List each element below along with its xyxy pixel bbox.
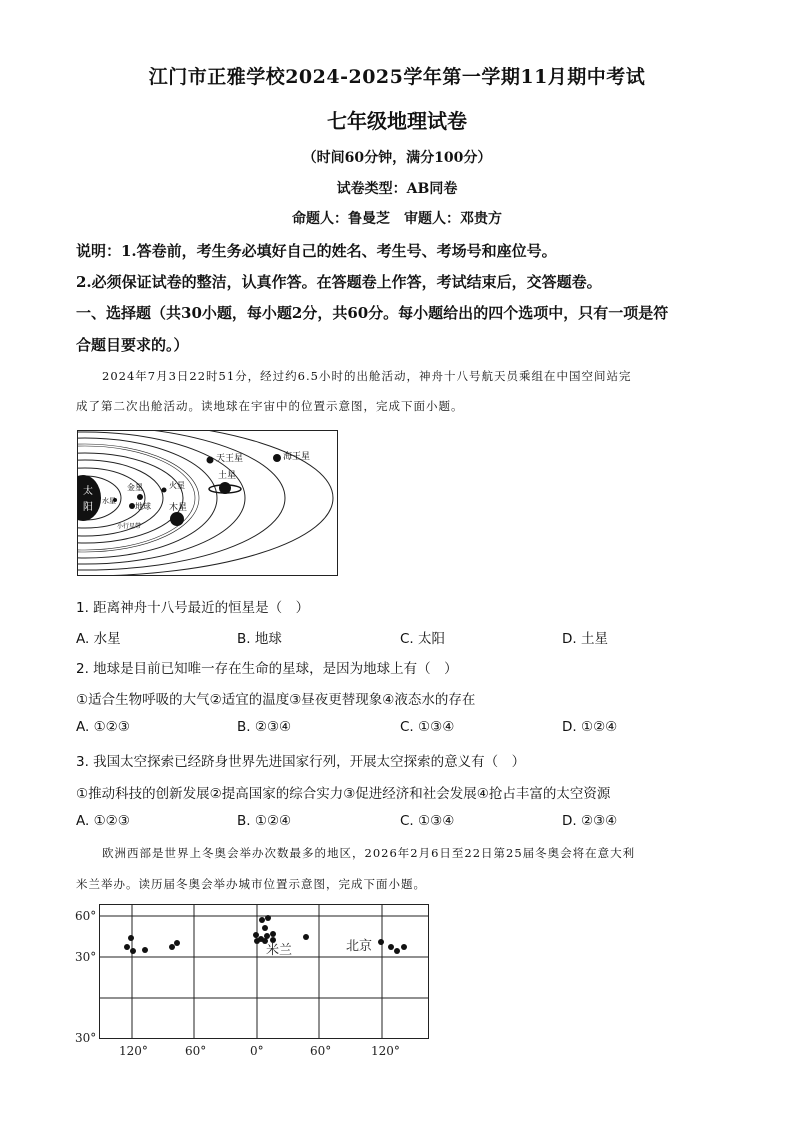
lon-label-60w: 60°	[185, 1044, 207, 1058]
sun-label-2: 阳	[83, 502, 93, 513]
note-line-2: 2.必须保证试卷的整洁，认真作答。在答题卷上作答，考试结束后，交答题卷。	[76, 273, 602, 291]
question-3-option-c[interactable]: C. ①③④	[400, 813, 455, 829]
host-city-point	[394, 948, 400, 954]
lon-label-120w: 120°	[119, 1044, 148, 1058]
passage-2-line-2: 米兰举办。读历届冬奥会举办城市位置示意图，完成下面小题。	[76, 877, 426, 891]
lat-label-30n: 30°	[75, 950, 97, 964]
question-2-option-a[interactable]: A. ①②③	[76, 719, 130, 735]
section-heading-line-2: 合题目要求的。）	[76, 336, 189, 354]
exam-title: 江门市正雅学校2024-2025学年第一学期11月期中考试	[148, 66, 646, 88]
host-city-point	[254, 938, 260, 944]
label-jupiter: 木星	[169, 503, 188, 513]
lat-label-30s: 30°	[75, 1031, 97, 1045]
label-earth: 地球	[135, 502, 151, 511]
host-city-point	[130, 948, 136, 954]
host-city-point	[378, 939, 384, 945]
label-saturn: 土星	[218, 471, 237, 481]
city-label-beijing: 北京	[346, 939, 373, 954]
label-neptune: 海王星	[283, 452, 311, 462]
exam-authors: 命题人：鲁曼芝 审题人：邓贵方	[292, 211, 502, 227]
host-city-point	[270, 931, 276, 937]
exam-paper-type: 试卷类型：AB同卷	[336, 181, 458, 197]
host-city-point	[262, 925, 268, 931]
question-1-stem: 1. 距离神舟十八号最近的恒星是（ ）	[76, 600, 310, 616]
planet-mars	[162, 488, 167, 493]
question-1-option-c[interactable]: C. 太阳	[400, 631, 446, 647]
question-2-option-b[interactable]: B. ②③④	[237, 719, 292, 735]
section-heading-line-1: 一、选择题（共30小题，每小题2分，共60分。每小题给出的四个选项中，只有一项是符	[76, 304, 669, 322]
city-label-milan: 米兰	[266, 943, 293, 958]
note-line-1: 说明：1.答卷前，考生务必填好自己的姓名、考生号、考场号和座位号。	[76, 242, 557, 260]
label-asteroid-belt: 小行星带	[117, 523, 142, 530]
question-3-detail: ①推动科技的创新发展②提高国家的综合实力③促进经济和社会发展④抢占丰富的太空资源	[76, 786, 611, 802]
host-city-point	[265, 915, 271, 921]
passage-1-line-1: 2024年7月3日22时51分，经过约6.5小时的出舱活动，神舟十八号航天员乘组在中国空间站完	[102, 369, 632, 383]
question-3-option-b[interactable]: B. ①②④	[237, 813, 292, 829]
question-2-option-d[interactable]: D. ①②④	[562, 719, 618, 735]
label-mercury: 水星	[102, 497, 116, 505]
host-city-point	[174, 940, 180, 946]
host-city-point	[142, 947, 148, 953]
lon-label-120e: 120°	[371, 1044, 400, 1058]
lon-label-0: 0°	[250, 1044, 264, 1058]
planet-uranus	[207, 457, 214, 464]
host-city-point	[401, 944, 407, 950]
host-city-point	[253, 932, 259, 938]
host-city-point	[259, 917, 265, 923]
planet-jupiter	[170, 512, 184, 526]
host-city-point	[128, 935, 134, 941]
exam-time: （时间60分钟，满分100分）	[302, 150, 492, 166]
question-3-stem: 3. 我国太空探索已经跻身世界先进国家行列，开展太空探索的意义有（ ）	[76, 754, 526, 770]
question-2-stem: 2. 地球是目前已知唯一存在生命的星球，是因为地球上有（ ）	[76, 661, 458, 677]
question-2-detail: ①适合生物呼吸的大气②适宜的温度③昼夜更替现象④液态水的存在	[76, 692, 476, 708]
lat-label-60n: 60°	[75, 909, 97, 923]
host-city-point	[388, 944, 394, 950]
label-venus: 金星	[127, 483, 143, 492]
sun-label-1: 太	[83, 486, 93, 497]
passage-1-line-2: 成了第二次出舱活动。读地球在宇宙中的位置示意图，完成下面小题。	[76, 399, 464, 413]
question-1-option-d[interactable]: D. 土星	[562, 631, 608, 647]
label-mars: 火星	[169, 481, 185, 490]
passage-2-line-1: 欧洲西部是世界上冬奥会举办次数最多的地区，2026年2月6日至22日第25届冬奥会将在意大利	[102, 846, 636, 860]
lon-label-60e: 60°	[310, 1044, 332, 1058]
host-city-point	[303, 934, 309, 940]
olympics-map	[99, 904, 429, 1039]
question-1-option-b[interactable]: B. 地球	[237, 631, 282, 647]
question-3-option-d[interactable]: D. ②③④	[562, 813, 618, 829]
question-2-option-c[interactable]: C. ①③④	[400, 719, 455, 735]
question-1-option-a[interactable]: A. 水星	[76, 631, 121, 647]
host-city-point	[169, 944, 175, 950]
question-3-option-a[interactable]: A. ①②③	[76, 813, 130, 829]
label-uranus: 天王星	[216, 454, 244, 464]
solar-system-diagram	[77, 430, 339, 577]
exam-subtitle: 七年级地理试卷	[327, 109, 467, 133]
host-city-point	[124, 944, 130, 950]
planet-venus	[137, 494, 143, 500]
planet-neptune	[273, 454, 281, 462]
